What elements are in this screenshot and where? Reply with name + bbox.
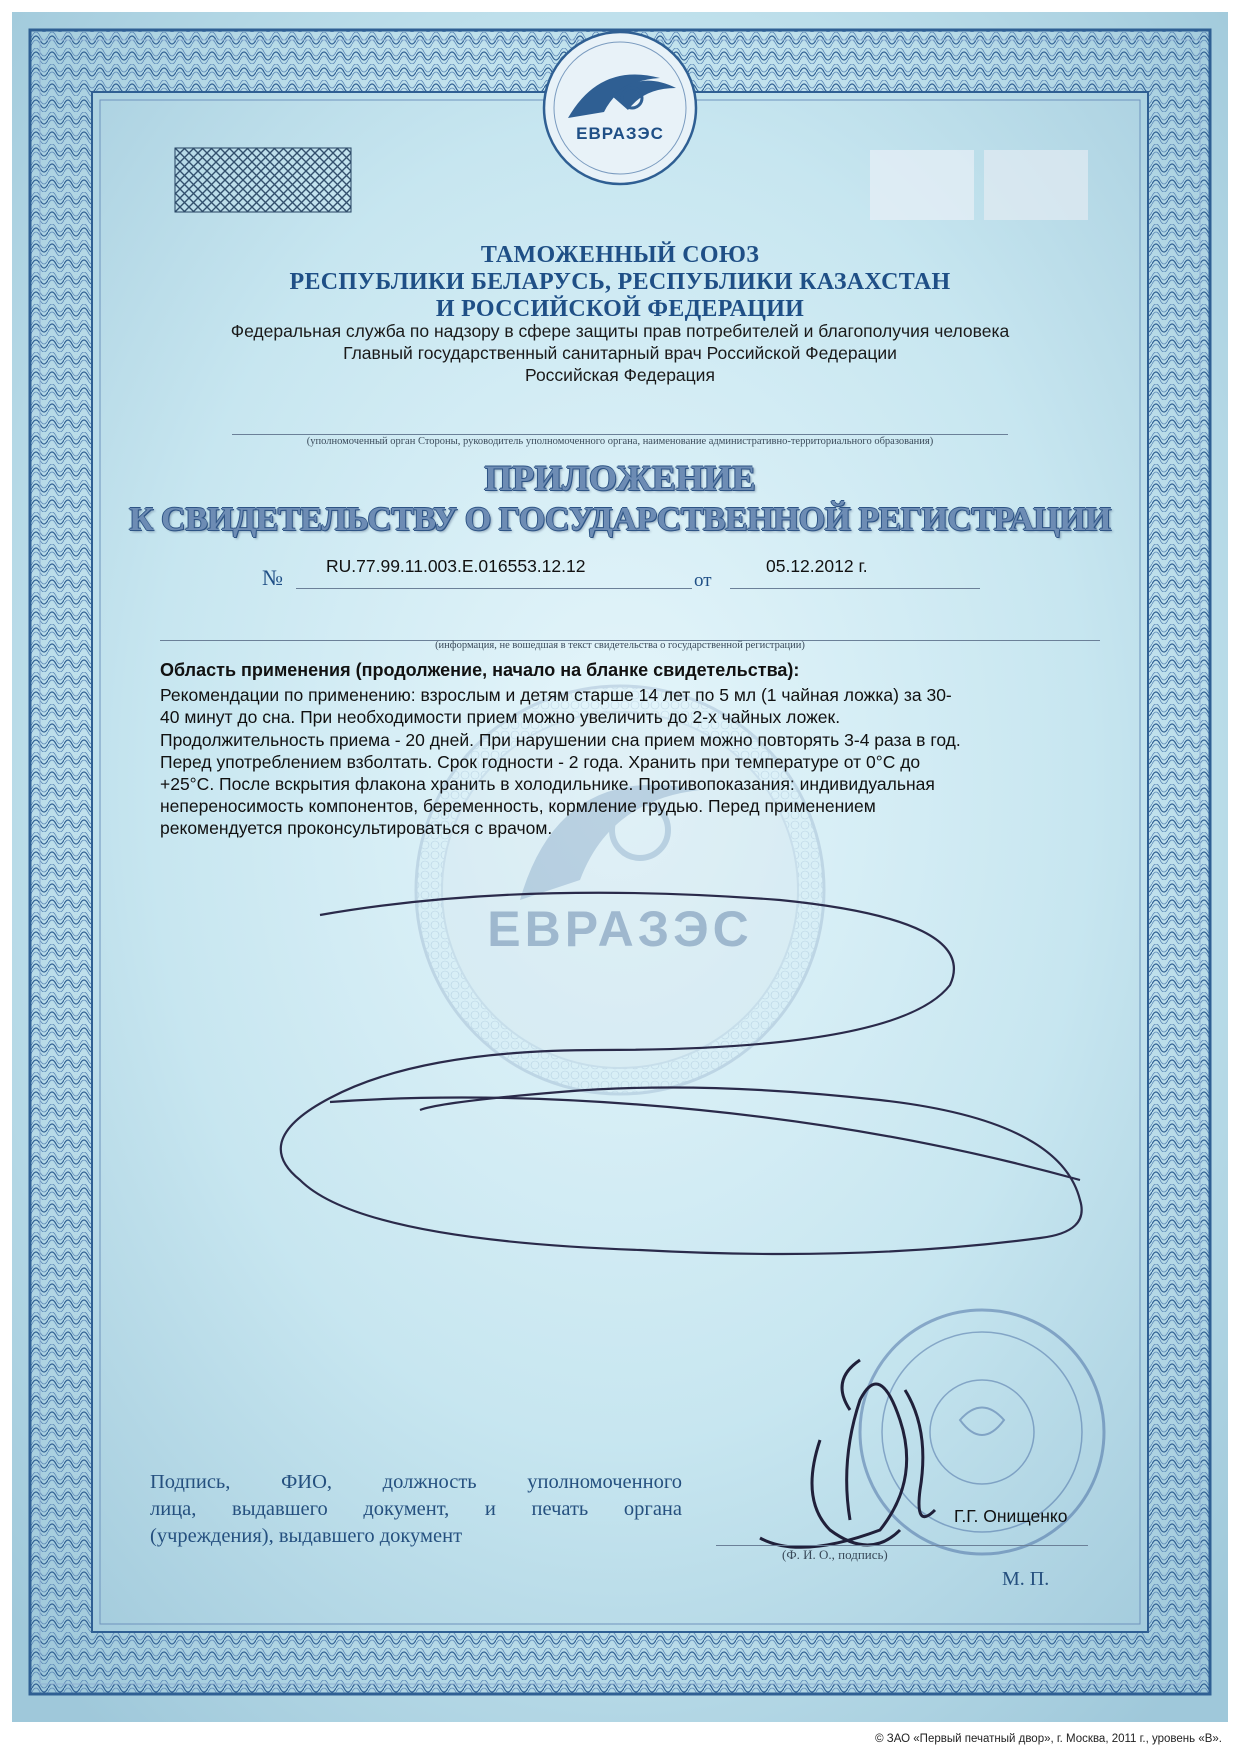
scope-line-6: непереносимость компонентов, беременность, кормление грудью. Перед применением — [160, 796, 876, 816]
frame-band-right — [1148, 92, 1210, 1632]
union-title-line1: ТАМОЖЕННЫЙ СОЮЗ — [480, 242, 760, 268]
hologram-left — [175, 148, 351, 212]
date-label: от — [694, 570, 712, 591]
document-title: ПРИЛОЖЕНИЕ — [484, 458, 756, 498]
signature-label-line3: (учреждения), выдавшего документ — [150, 1525, 463, 1547]
agency-rule — [232, 434, 1008, 435]
frame-band-bottom — [30, 1632, 1210, 1694]
scope-line-2: 40 минут до сна. При необходимости прием можно увеличить до 2-х чайных ложек. — [160, 707, 841, 727]
document-subtitle: К СВИДЕТЕЛЬСТВУ О ГОСУДАРСТВЕННОЙ РЕГИСТРАЦИИ — [129, 501, 1111, 538]
scope-line-3: Продолжительность приема - 20 дней. При нарушении сна прием можно повторять 3-4 раза в год. — [160, 730, 961, 750]
hologram-right-1 — [870, 150, 974, 220]
info-caption: (информация, не вошедшая в текст свидетельства о государственной регистрации) — [435, 640, 805, 651]
frame-band-left — [30, 92, 92, 1632]
signature-label-line1: Подпись, ФИО, должность уполномоченного — [150, 1471, 682, 1493]
agency-caption: (уполномоченный орган Стороны, руководитель уполномоченного органа, наименование административно-территориального образования) — [306, 436, 934, 447]
number-rule — [296, 588, 692, 589]
registration-number: RU.77.99.11.003.E.016553.12.12 — [326, 556, 586, 576]
signature-label-line2: лица, выдавшего документ, и печать органа — [150, 1498, 682, 1520]
signature-caption: (Ф. И. О., подпись) — [782, 1547, 888, 1562]
agency-line2: Главный государственный санитарный врач Российской Федерации — [343, 343, 897, 363]
registration-date: 05.12.2012 г. — [766, 556, 868, 576]
scope-line-5: +25°С. После вскрытия флакона хранить в холодильнике. Противопоказания: индивидуальная — [160, 774, 935, 794]
official-name: Г.Г. Онищенко — [954, 1506, 1068, 1526]
union-title-line2: РЕСПУБЛИКИ БЕЛАРУСЬ, РЕСПУБЛИКИ КАЗАХСТАН — [289, 269, 951, 295]
scope-line-1: Рекомендации по применению: взрослым и детям старше 14 лет по 5 мл (1 чайная ложка) за 30- — [160, 685, 952, 705]
agency-line3: Российская Федерация — [525, 365, 715, 385]
number-label: № — [262, 565, 283, 590]
agency-line1: Федеральная служба по надзору в сфере защиты прав потребителей и благополучия человека — [230, 321, 1010, 341]
signature-rule — [716, 1545, 1088, 1546]
scope-line-7: рекомендуется проконсультироваться с врачом. — [160, 818, 553, 838]
seal-mark: М. П. — [1002, 1568, 1050, 1590]
scope-heading: Область применения (продолжение, начало на бланке свидетельства): — [160, 660, 800, 680]
printer-imprint: © ЗАО «Первый печатный двор», г. Москва, 2011 г., уровень «В». — [875, 1733, 1222, 1745]
emblem-label: ЕВРАЗЭС — [576, 124, 664, 143]
emblem-disc — [544, 32, 696, 184]
scope-line-4: Перед употреблением взболтать. Срок годности - 2 года. Хранить при температуре от 0°С до — [160, 752, 921, 772]
date-rule — [730, 588, 980, 589]
watermark-label: ЕВРАЗЭС — [487, 901, 753, 957]
hologram-right-2 — [984, 150, 1088, 220]
union-title-line3: И РОССИЙСКОЙ ФЕДЕРАЦИИ — [435, 296, 805, 322]
